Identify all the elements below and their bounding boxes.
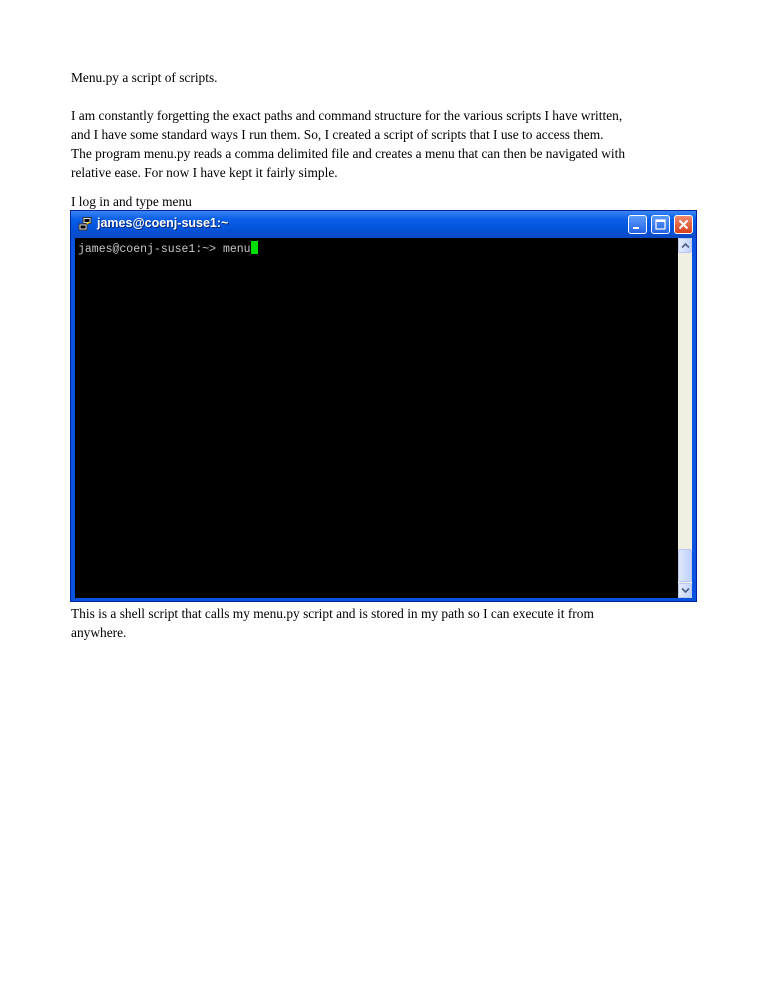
- window-titlebar[interactable]: [71, 211, 696, 238]
- terminal-line: [78, 241, 258, 257]
- text-cursor: [251, 241, 258, 254]
- close-icon: [675, 216, 692, 233]
- shell-prompt: james@coenj-suse1:~>: [78, 243, 223, 256]
- document-heading: Menu.py a script of scripts.: [71, 70, 218, 85]
- close-button[interactable]: [674, 215, 693, 234]
- typed-command: menu: [222, 243, 251, 256]
- scroll-up-button[interactable]: [678, 238, 692, 253]
- intro-line: relative ease. For now I have kept it fairly simple.: [71, 165, 338, 180]
- intro-paragraph: [71, 106, 711, 182]
- intro-line: The program menu.py reads a comma delimited file and creates a menu that can then be navigated with: [71, 146, 626, 161]
- after-line: anywhere.: [71, 625, 127, 640]
- scroll-down-button[interactable]: [678, 583, 692, 598]
- after-paragraph: [71, 604, 711, 642]
- vertical-scrollbar[interactable]: [678, 238, 692, 598]
- terminal-screen[interactable]: [75, 238, 678, 598]
- putty-icon[interactable]: [78, 217, 92, 231]
- window-title: james@coenj-suse1:~: [97, 216, 229, 230]
- intro-line: I am constantly forgetting the exact paths and command structure for the various scripts I have written,: [71, 108, 623, 123]
- intro-line: and I have some standard ways I run them. So, I created a script of scripts that I use to access them.: [71, 127, 604, 142]
- terminal-window[interactable]: [70, 210, 697, 602]
- chevron-up-icon: [681, 242, 690, 249]
- terminal-client-area[interactable]: [75, 238, 692, 598]
- scrollbar-thumb[interactable]: [678, 549, 692, 582]
- minimize-button[interactable]: [628, 215, 647, 234]
- minimize-icon: [629, 216, 646, 233]
- chevron-down-icon: [681, 587, 690, 594]
- step-caption: I log in and type menu: [71, 194, 192, 209]
- after-line: This is a shell script that calls my menu.py script and is stored in my path so I can execute it from: [71, 606, 594, 621]
- maximize-icon: [652, 216, 669, 233]
- maximize-button[interactable]: [651, 215, 670, 234]
